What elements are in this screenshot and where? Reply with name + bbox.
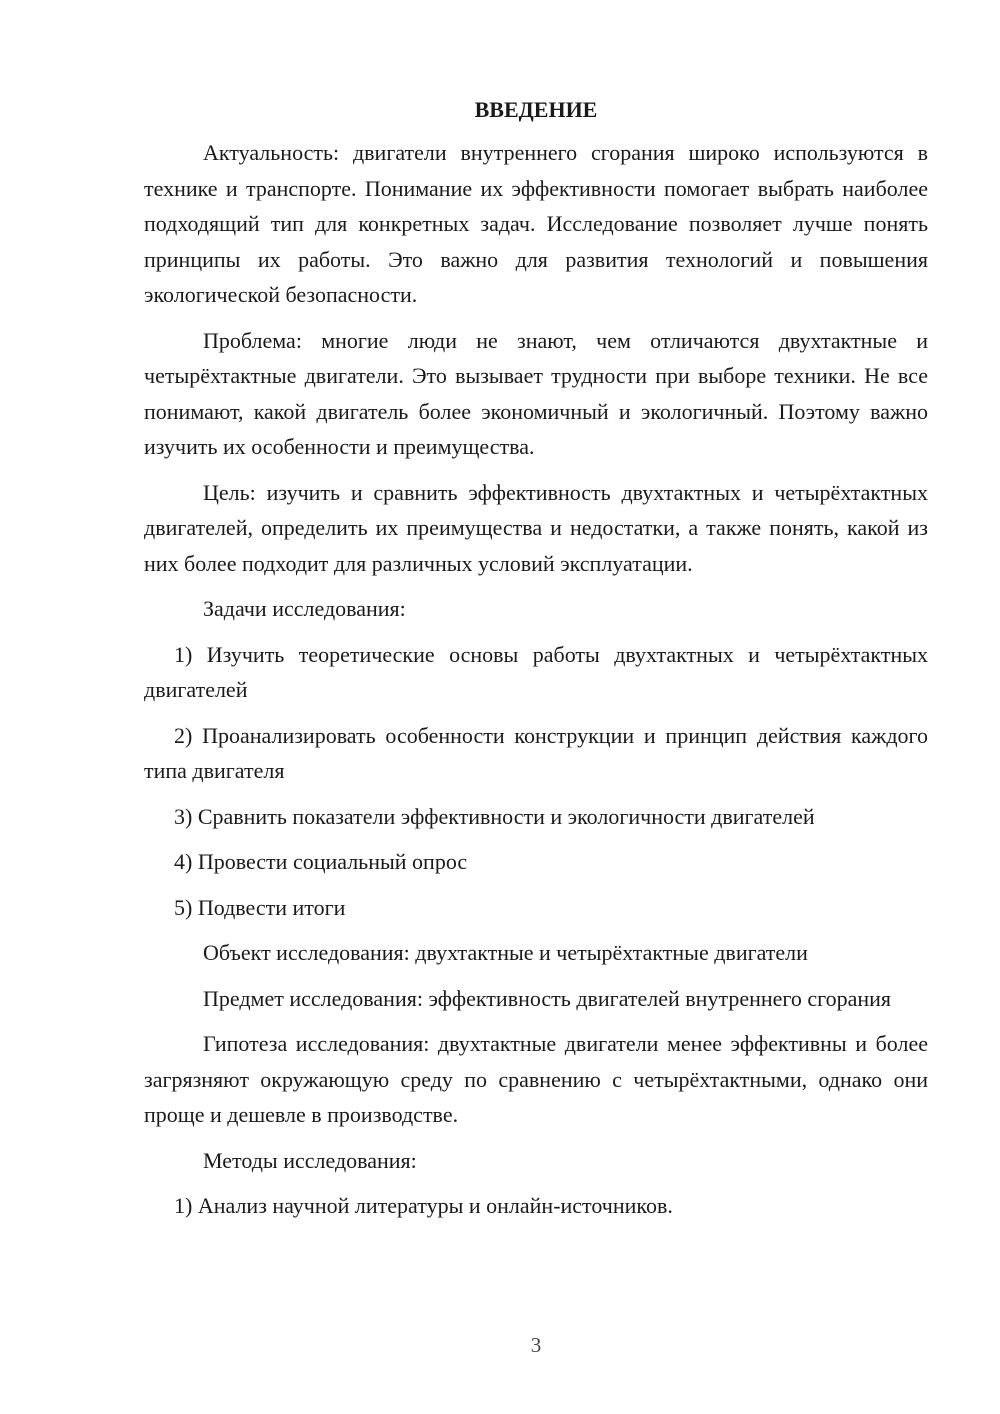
document-page	[144, 95, 928, 1234]
task-item: 1) Изучить теоретические основы работы двухтактных и четырёхтактных двигателей	[144, 641, 928, 702]
task-item: 4) Провести социальный опрос	[174, 849, 468, 874]
task-item: 5) Подвести итоги	[174, 894, 346, 920]
task-item: 3) Сравнить показатели эффективности и экологичности двигателей	[174, 803, 815, 829]
paragraph-goal: Цель: изучить и сравнить эффективность двухтактных и четырёхтактных двигателей, определить их преимущества и недостатки, а также понять, какой из них более подходит для различных условий эксплуатации.	[144, 479, 928, 576]
paragraph-subject: Предмет исследования: эффективность двигателей внутреннего сгорания	[203, 985, 892, 1011]
method-item: 1) Анализ научной литературы и онлайн-источников.	[174, 1193, 673, 1218]
paragraph-hypothesis: Гипотеза исследования: двухтактные двигатели менее эффективны и более загрязняют окружающую среду по сравнению с четырёхтактными, однако они проще и дешевле в производстве.	[144, 1031, 928, 1127]
paragraph-tasks-heading: Задачи исследования:	[203, 596, 406, 621]
task-item: 2) Проанализировать особенности конструкции и принцип действия каждого типа двигателя	[144, 722, 928, 783]
section-title: ВВЕДЕНИЕ	[474, 97, 598, 122]
paragraph-relevance: Актуальность: двигатели внутреннего сгорания широко используются в технике и транспорте. Понимание их эффективности помогает выбрать наиболее подходящий тип для конкретных задач. Исследование позволяет лучше понять принципы их работы. Это важно для развития технологий и повышения экологической безопасности.	[144, 140, 928, 307]
paragraph-methods-heading: Методы исследования:	[203, 1147, 417, 1173]
page-number: 3	[530, 1333, 542, 1357]
paragraph-object: Объект исследования: двухтактные и четырёхтактные двигатели	[203, 940, 808, 965]
paragraph-problem: Проблема: многие люди не знают, чем отличаются двухтактные и четырёхтактные двигатели. Это вызывает трудности при выборе техники. Не все понимают, какой двигатель более экономичный и экологичный. Поэтому важно изучить их особенности и преимущества.	[144, 327, 928, 459]
